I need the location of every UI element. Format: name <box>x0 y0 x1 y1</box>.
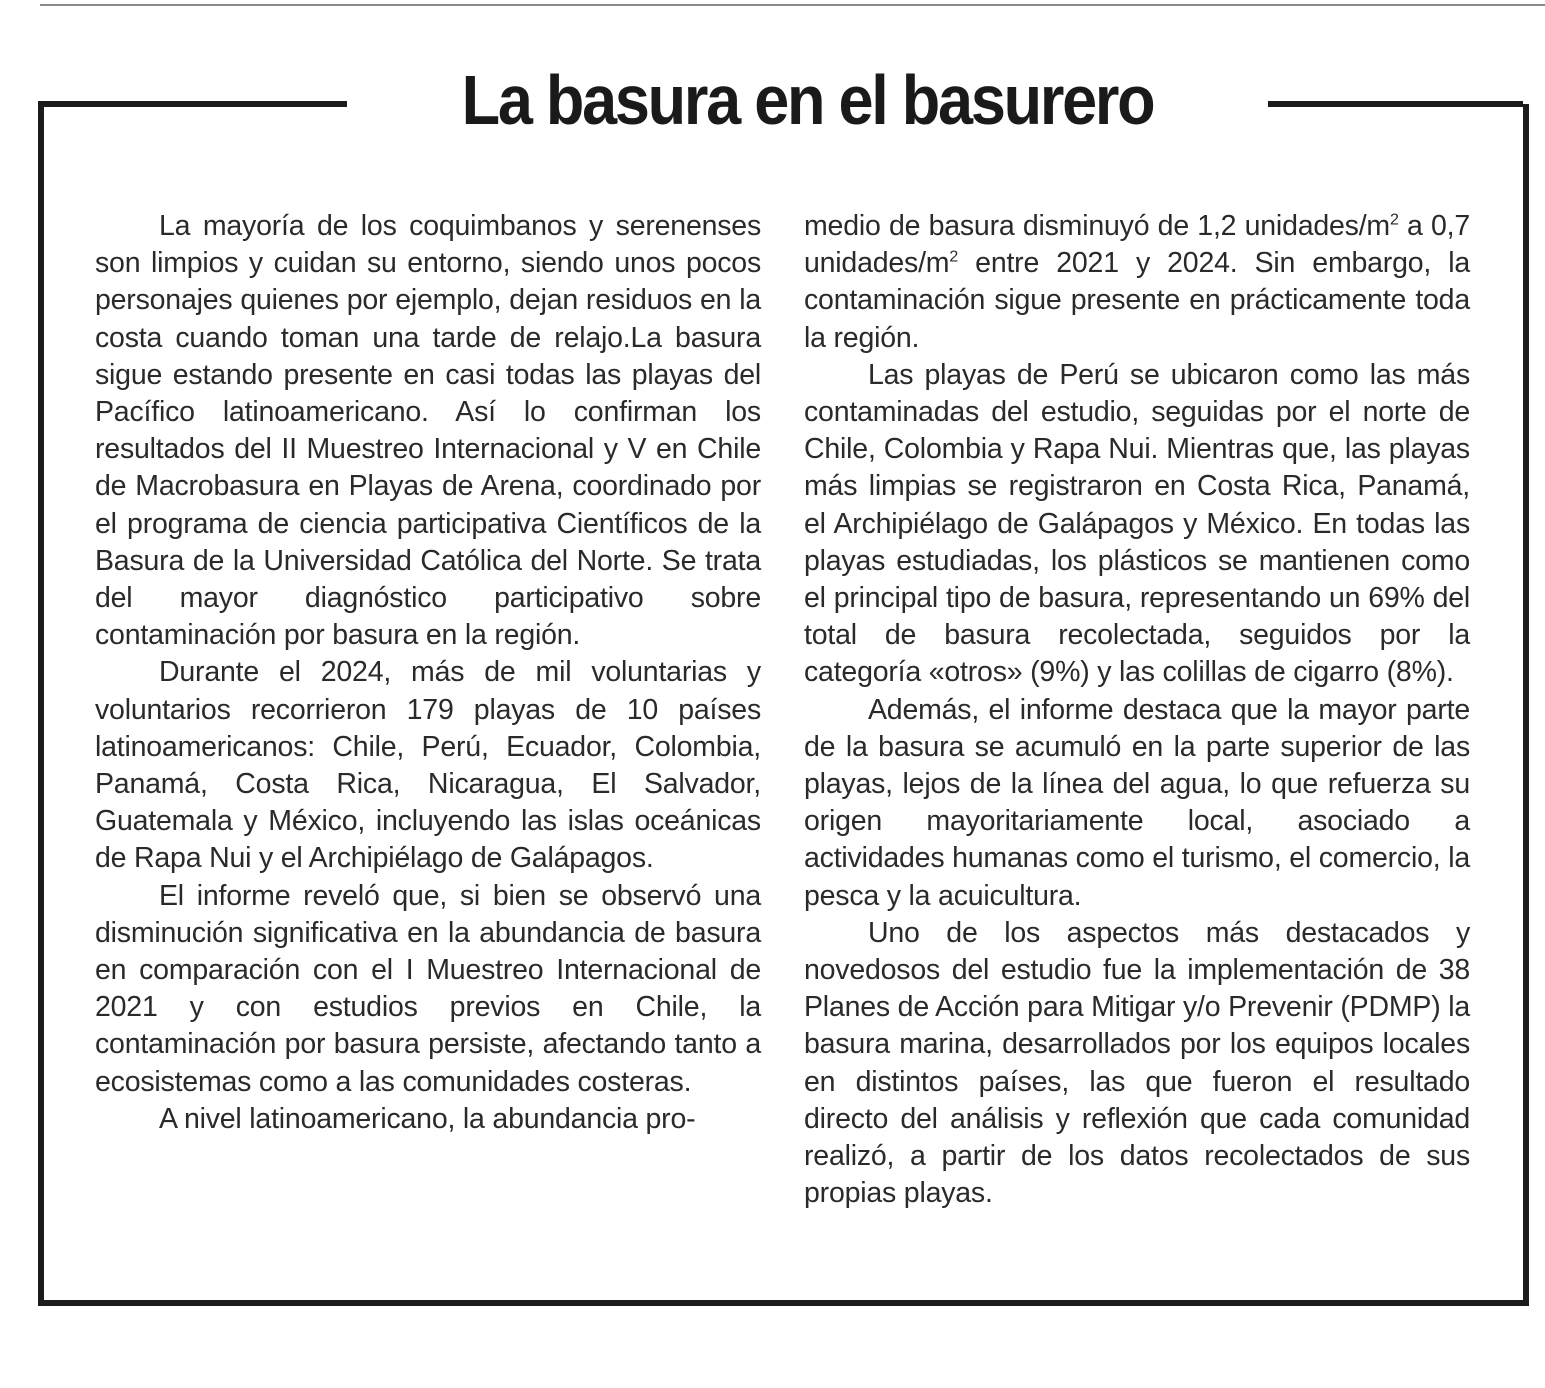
frame-top-left-rule <box>38 101 347 107</box>
frame-top-right-rule <box>1268 101 1523 107</box>
paragraph: Además, el informe destaca que la mayor parte de la basura se acumuló en la parte superior de las playas, lejos de la línea del agua, lo que refuerza su origen mayoritariamente local, asociado a actividades humanas como el turismo, el comercio, la pesca y la acuicultura. <box>804 693 1470 912</box>
superscript: 2 <box>1389 211 1399 229</box>
paragraph: El informe reveló que, si bien se observó una disminución significativa en la abundancia de basura en comparación con el I Muestreo Internacional de 2021 y con estudios previos en Chile, la contaminación por basura persiste, afectando tanto a ecosistemas como a las comunidades costeras. <box>95 879 761 1098</box>
paragraph-continued <box>804 208 1470 357</box>
paragraph: Uno de los aspectos más destacados y novedosos del estudio fue la implementación de 38 Planes de Acción para Mitigar y/o Prevenir (PDMP) la basura marina, desarrollados por los equipos locales en distintos países, las que fueron el resultado directo del análisis y reflexión que cada comunidad realizó, a partir de los datos recolectados de sus propias playas. <box>804 916 1470 1210</box>
paragraph: Las playas de Perú se ubicaron como las más contaminadas del estudio, seguidas por el norte de Chile, Colombia y Rapa Nui. Mientras que, las playas más limpias se registraron en Costa Rica, Panamá, el Archipiélago de Galápagos y México. En todas las playas estudiadas, los plásticos se mantienen como el principal tipo de basura, representando un 69% del total de basura recolectada, seguidos por la categoría «otros» (9%) y las colillas de cigarro (8%). <box>804 358 1470 689</box>
article-headline: La basura en el basurero <box>461 61 1154 139</box>
paragraph: La mayoría de los coquimbanos y serenenses son limpios y cuidan su entorno, siendo unos pocos personajes quienes por ejemplo, dejan residuos en la costa cuando toman una tarde de relajo.La basura sigue estando presente en casi todas las playas del Pacífico latinoamericano. Así lo confirman los resultados del II Muestreo Internacional y V en Chile de Macrobasura en Playas de Arena, coordinado por el programa de ciencia participativa Científicos de la Basura de la Universidad Católica del Norte. Se trata del mayor diagnóstico participativo sobre contaminación por basura en la región. <box>95 210 761 652</box>
top-rule <box>40 4 1545 6</box>
paragraph: A nivel latinoamericano, la abundancia pro- <box>159 1102 696 1135</box>
right-column <box>804 208 1470 1212</box>
text-segment: medio de basura disminuyó de 1,2 unidades/m <box>804 210 1390 242</box>
text-segment: entre 2021 y 2024. Sin embargo, la contaminación sigue presente en prácticamente toda la región. <box>804 247 1470 354</box>
left-column <box>95 208 761 1138</box>
superscript: 2 <box>949 248 959 266</box>
paragraph: Durante el 2024, más de mil voluntarias y voluntarios recorrieron 179 playas de 10 países latinoamericanos: Chile, Perú, Ecuador, Colombia, Panamá, Costa Rica, Nicaragua, El Salvador, Guatemala y México, incluyendo las islas oceánicas de Rapa Nui y el Archipiélago de Galápagos. <box>95 656 761 875</box>
text-segment: a 0,7 unidades/m <box>804 210 1471 280</box>
